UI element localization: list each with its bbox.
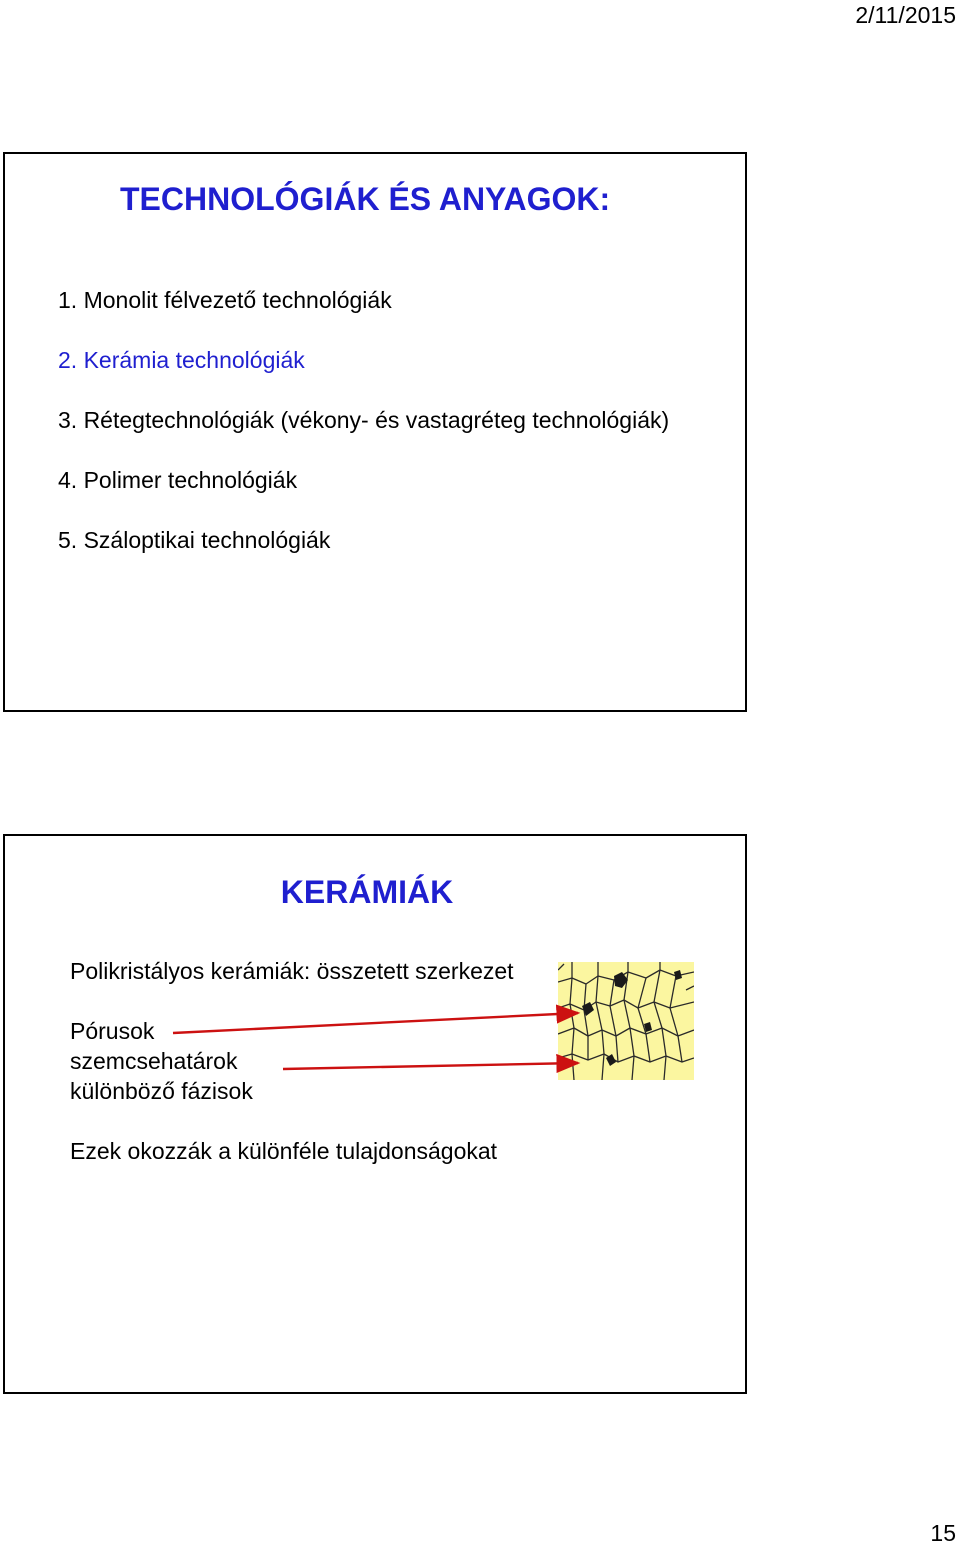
grain-boundaries-arrow bbox=[283, 1063, 578, 1069]
properties-text: Ezek okozzák a különféle tulajdonságokat bbox=[70, 1138, 498, 1164]
page-number: 15 bbox=[930, 1520, 956, 1546]
annotation-arrows bbox=[5, 836, 749, 1396]
print-date: 2/11/2015 bbox=[855, 2, 956, 28]
slide-ceramics bbox=[3, 834, 747, 1394]
list-item: 2. Kerámia technológiák bbox=[58, 347, 305, 373]
pores-arrow bbox=[173, 1013, 578, 1033]
list-item: 3. Rétegtechnológiák (vékony- és vastagréteg technológiák) bbox=[58, 407, 670, 433]
list-item: 1. Monolit félvezető technológiák bbox=[58, 287, 392, 313]
grain-boundaries-label: szemcsehatárok bbox=[70, 1048, 238, 1074]
slide-title: KERÁMIÁK bbox=[280, 874, 454, 910]
polycrystalline-text: Polikristályos kerámiák: összetett szerkezet bbox=[70, 958, 514, 984]
phases-label: különböző fázisok bbox=[70, 1078, 253, 1104]
list-item: 5. Száloptikai technológiák bbox=[58, 527, 331, 553]
pores-label: Pórusok bbox=[70, 1018, 155, 1044]
slide-title: TECHNOLÓGIÁK ÉS ANYAGOK: bbox=[120, 181, 611, 217]
list-item: 4. Polimer technológiák bbox=[58, 467, 298, 493]
technology-list bbox=[58, 287, 669, 587]
slide-technologies bbox=[3, 152, 747, 712]
